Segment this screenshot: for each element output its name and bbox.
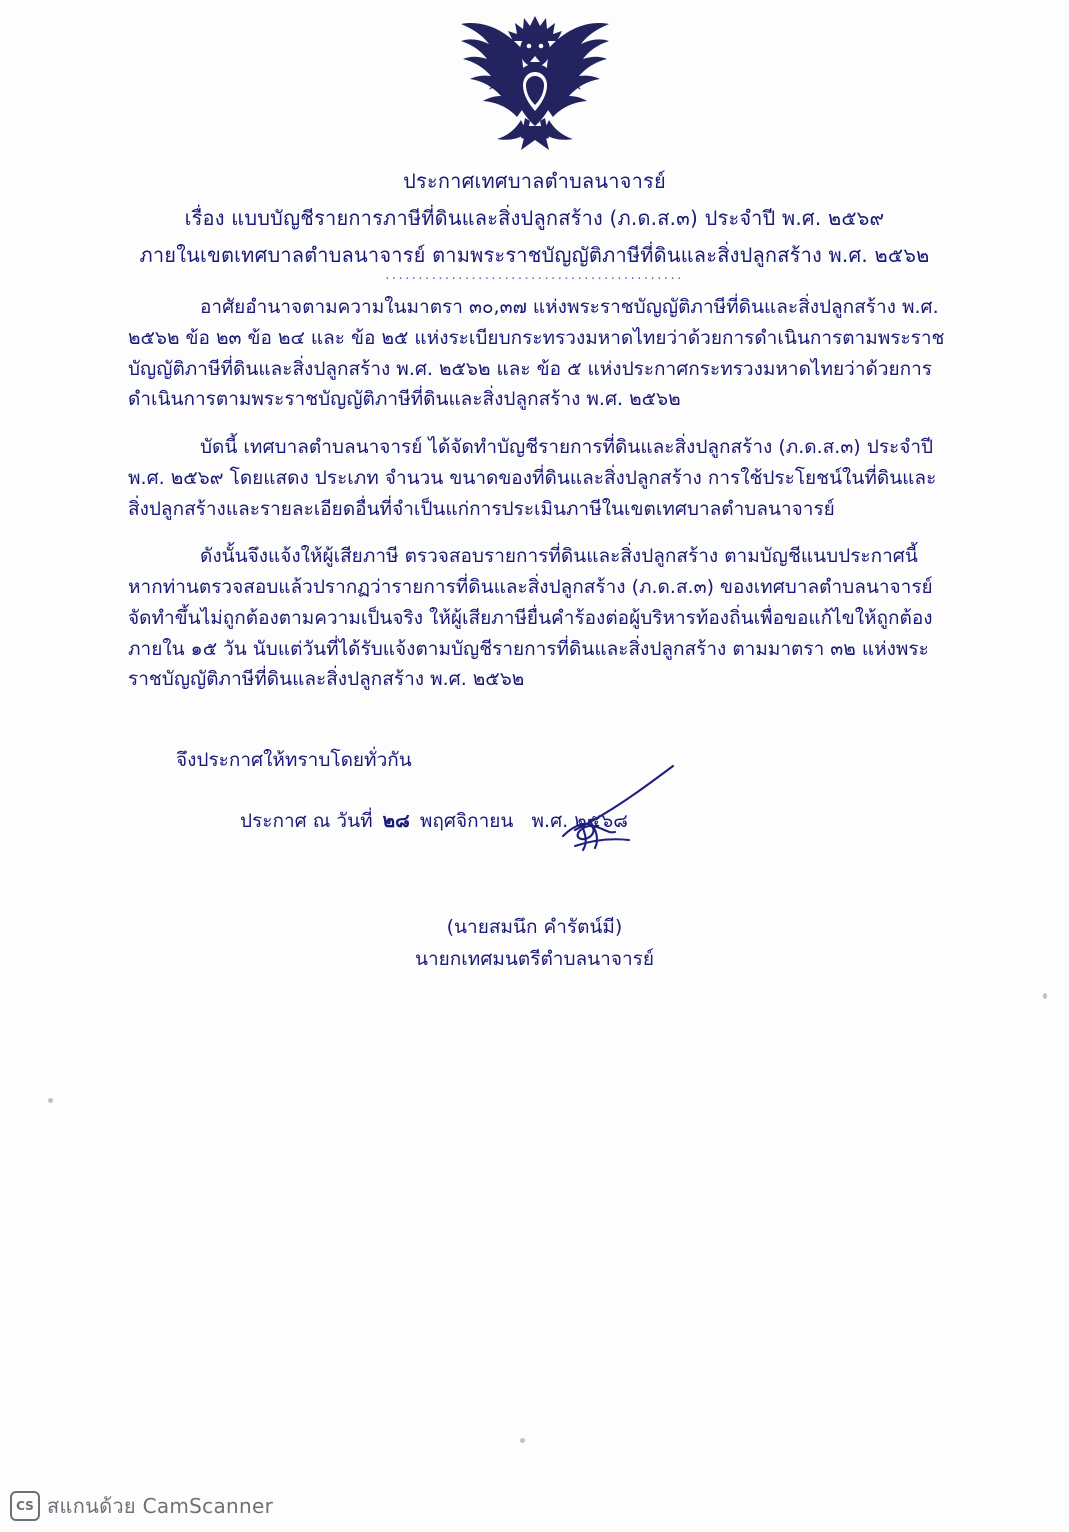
closing-statement: จึงประกาศให้ทราบโดยทั่วกัน <box>176 749 412 771</box>
garuda-emblem <box>455 8 615 158</box>
heading-line-1: ประกาศเทศบาลตำบลนาจารย์ <box>403 169 666 193</box>
emblem-container <box>0 8 1069 158</box>
date-day: ๒๘ <box>382 810 410 832</box>
date-line <box>240 806 628 836</box>
signer-name: (นายสมนึก คำรัตน์มี) <box>446 916 623 938</box>
document-heading <box>0 166 1069 277</box>
body-paragraph-1: อาศัยอำนาจตามความในมาตรา ๓๐,๓๗ แห่งพระราชบัญญัติภาษีที่ดินและสิ่งปลูกสร้าง พ.ศ. ๒๕๖๒ ข้อ ๒๓ ข้อ ๒๔ และ ข้อ ๒๕ แห่งระเบียบกระทรวงมหาดไทยว่าด้วยการดำเนินการตามพระราชบัญญัติภาษีที่ดินและสิ่งปลูกสร้าง พ.ศ. ๒๕๖๒ และ ข้อ ๕ แห่งประกาศกระทรวงมหาดไทยว่าด้วยการดำเนินการตามพระราชบัญญัติภาษีที่ดินและสิ่งปลูกสร้าง พ.ศ. ๒๕๖๒ <box>128 296 945 411</box>
date-month: พฤศจิกายน <box>419 810 514 832</box>
scan-speck <box>520 1438 525 1443</box>
document-body <box>128 292 948 712</box>
body-paragraph-2: บัดนี้ เทศบาลตำบลนาจารย์ ได้จัดทำบัญชีรายการที่ดินและสิ่งปลูกสร้าง (ภ.ด.ส.๓) ประจำปี พ.ศ. ๒๕๖๙ โดยแสดง ประเภท จำนวน ขนาดของที่ดินและสิ่งปลูกสร้าง การใช้ประโยชน์ในที่ดินและสิ่งปลูกสร้างและรายละเอียดอื่นที่จำเป็นแก่การประเมินภาษีในเขตเทศบาลตำบลนาจารย์ <box>128 436 937 520</box>
signer-title: นายกเทศมนตรีตำบลนาจารย์ <box>415 948 654 971</box>
date-year: ๒๕๖๘ <box>574 810 628 832</box>
heading-line-3: ภายในเขตเทศบาลตำบลนาจารย์ ตามพระราชบัญญัติภาษีที่ดินและสิ่งปลูกสร้าง พ.ศ. ๒๕๖๒ <box>139 243 930 267</box>
scan-speck <box>1043 993 1047 999</box>
heading-divider: ............................................. <box>385 268 684 283</box>
body-paragraph-3: ดังนั้นจึงแจ้งให้ผู้เสียภาษี ตรวจสอบรายการที่ดินและสิ่งปลูกสร้าง ตามบัญชีแนบประกาศนี้ หากท่านตรวจสอบแล้วปรากฏว่ารายการที่ดินและสิ่งปลูกสร้าง (ภ.ด.ส.๓) ของเทศบาลตำบลนาจารย์ จัดทำขึ้นไม่ถูกต้องตามความเป็นจริง ให้ผู้เสียภาษียื่นคำร้องต่อผู้บริหารท้องถิ่นเพื่อขอแก้ไขให้ถูกต้อง ภายใน ๑๕ วัน นับแต่วันที่ได้รับแจ้งตามบัญชีรายการที่ดินและสิ่งปลูกสร้าง ตามมาตรา ๓๒ แห่งพระราชบัญญัติภาษีที่ดินและสิ่งปลูกสร้าง พ.ศ. ๒๕๖๒ <box>128 545 933 691</box>
camscanner-badge-icon: CS <box>10 1491 40 1521</box>
camscanner-footer-text: สแกนด้วย CamScanner <box>47 1494 274 1518</box>
heading-line-2: เรื่อง แบบบัญชีรายการภาษีที่ดินและสิ่งปลูกสร้าง (ภ.ด.ส.๓) ประจำปี พ.ศ. ๒๕๖๙ <box>184 206 885 230</box>
date-prefix: ประกาศ ณ วันที่ <box>240 810 373 832</box>
camscanner-footer <box>10 1490 273 1522</box>
signature-block <box>0 912 1069 975</box>
date-year-prefix: พ.ศ. <box>531 810 569 832</box>
scan-speck <box>48 1098 53 1103</box>
